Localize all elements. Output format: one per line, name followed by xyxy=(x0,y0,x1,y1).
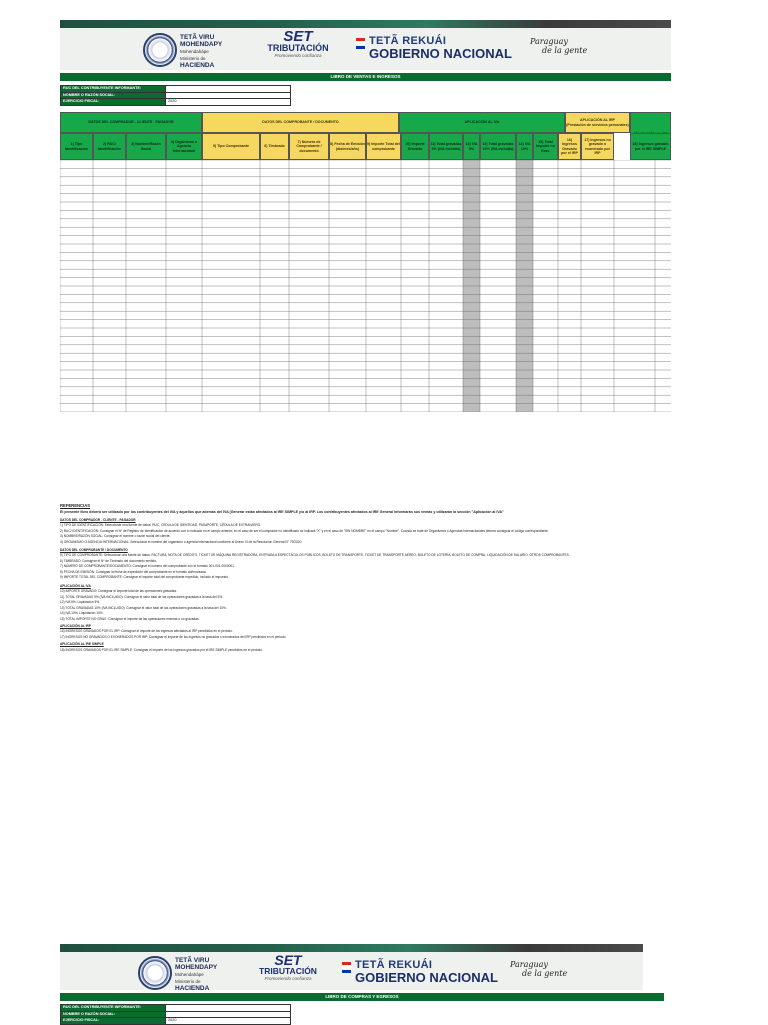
paraguay-slogan xyxy=(530,37,587,55)
column-header: 5) Tipo Comprobante xyxy=(202,133,260,160)
column-header: 14) IVA 10% xyxy=(516,133,533,160)
column-header: 12) IVA 5% xyxy=(463,133,480,160)
column-header: 3) Nombre/Razón Social xyxy=(126,133,166,160)
gobierno-logo-text xyxy=(355,960,498,984)
set-logo-name: TRIBUTACIÓN xyxy=(259,966,317,976)
sheet1-data-grid xyxy=(60,160,671,412)
slogan-line2: de la gente xyxy=(522,969,568,978)
info-label: RUC DEL CONTRIBUYENTE INFORMANTE: xyxy=(61,1005,166,1012)
ref-line: 4) ORGANISMO O AGENCIA INTERNACIONAL: Seleccionar el nombre del organismo o agencia internacional conforme al Anexo XI de la Resolución General N° 79/2020. xyxy=(60,539,303,544)
info-row xyxy=(61,1011,291,1018)
hacienda-logo-text xyxy=(180,34,222,69)
info-row xyxy=(61,86,291,93)
hacienda-line: Mohendahápe xyxy=(180,49,209,54)
set-logo xyxy=(258,30,338,58)
hacienda-line: Mohendahápe xyxy=(175,972,204,977)
set-logo xyxy=(248,954,328,981)
group-header-irp: APLICACIÓN AL IRP (Prestación de servicios personales) xyxy=(565,112,630,133)
hacienda-seal-icon xyxy=(138,956,172,990)
info-label: NOMBRE O RAZÓN SOCIAL: xyxy=(61,1011,166,1018)
references-heading: REFERENCIAS xyxy=(60,503,91,508)
ref-line: 13) TOTAL GRAVADAS 10% (IVA INCLUIDO): Consignar el valor total de las operaciones gravadas a la tasa del 10%. xyxy=(60,605,227,610)
ref-line: 10) IMPORTE GRAVADO: Consignar el importe total de las operaciones gravadas. xyxy=(60,589,177,594)
ref-section-title: DATOS DEL COMPRADOR - CLIENTE - PAGADOR xyxy=(60,517,136,522)
set-logo-name: TRIBUTACIÓN xyxy=(267,43,329,53)
group-header-iva: APLICACIÓN AL IVA xyxy=(399,112,565,133)
sheet1-info-table xyxy=(60,85,291,106)
ref-line: 14) IVA 10%: Liquidación 10%. xyxy=(60,611,104,616)
hacienda-logo-text xyxy=(175,957,217,992)
gobierno-line1: TETÃ REKUÁI xyxy=(369,35,447,47)
column-header: 16) Ingresos Gravado por el IRP xyxy=(558,133,581,160)
sheet2-title: LIBRO DE COMPRAS Y EGRESOS xyxy=(60,993,664,1001)
column-header: 2) RUC/ Identificación xyxy=(93,133,126,160)
hacienda-line: TETÃ VIRU xyxy=(175,957,210,964)
ref-line: 16) INGRESOS GRAVADOS POR EL IRP: Consignar el importe de los ingresos afectados al IRP percibidos en el periodo. xyxy=(60,629,233,634)
ref-section-title: DATOS DEL COMPROBANTE / DOCUMENTO xyxy=(60,547,128,552)
gobierno-line2: GOBIERNO NACIONAL xyxy=(369,46,512,61)
ref-line: 12) IVA 5%: Liquidación 5%. xyxy=(60,600,100,605)
gobierno-logo-text xyxy=(369,36,512,60)
hacienda-line: Ministerio de xyxy=(180,56,206,61)
column-header: 9) Importe Total del comprobante xyxy=(366,133,401,160)
info-row xyxy=(61,92,291,99)
hacienda-line: TETÃ VIRU xyxy=(180,34,215,41)
ref-line: 6) TIMBRADO: Consignar el Nº de Timbrado del documento emitido. xyxy=(60,558,157,563)
column-header: 18) Ingresos gravado por el IRE SIMPLE xyxy=(630,133,671,160)
hacienda-line: Ministerio de xyxy=(175,979,201,984)
header-stripe xyxy=(60,20,671,28)
hacienda-line: HACIENDA xyxy=(175,985,210,992)
hacienda-line: HACIENDA xyxy=(180,62,215,69)
set-logo-slogan: Promoviendo confianza xyxy=(274,53,322,58)
ref-line: 9) IMPORTE TOTAL DEL COMPROBANTE: Consignar el importe total del comprobante expedido, incluido el impuesto. xyxy=(60,575,229,580)
info-row xyxy=(61,1018,291,1025)
gobierno-line1: TETÃ REKUÁI xyxy=(355,959,433,971)
ref-line: 18) INGRESOS GRAVADOS POR EL IRE SIMPLE: Consignar el importe de los ingresos gravados por el IRE SIMPLE percibidos en el periodo. xyxy=(60,647,263,652)
column-header: 17) Ingresos no gravado o exonerado por IRP xyxy=(581,133,614,160)
ref-line: 15) TOTAL IMPORTE NO GRAV.: Consignar el importe de las operaciones exentas o no gravadas. xyxy=(60,616,200,621)
sheet1-grid xyxy=(60,112,671,412)
column-header: 6) Timbrado xyxy=(260,133,289,160)
ref-line: 1) TIPO DE IDENTIFICACIÓN: Seleccionar una fuente de datos: RUC, CÉDULA DE IDENTIDAD, PASAPORTE, CÉDULA DE EXTRANJERO. xyxy=(60,523,262,528)
group-header-buyer: DATOS DEL COMPRADOR - CLIENTE - PAGADOR xyxy=(60,112,202,133)
ruc-field[interactable] xyxy=(166,1005,291,1012)
ref-line: 11) TOTAL GRAVADAS 5% (IVA INCLUIDO): Consignar el valor total de las operaciones gravadas a la tasa del 5%. xyxy=(60,594,223,599)
ref-line: 17) INGRESOS NO GRAVADOS O EXONERADOS POR IRP: Consignar el importe de los ingresos no gravados o exonerados del IRP percibidos en el periodo. xyxy=(60,634,287,639)
sheet2-info-table xyxy=(60,1004,291,1025)
gobierno-line2: GOBIERNO NACIONAL xyxy=(355,970,498,985)
paraguay-slogan xyxy=(510,960,567,978)
set-logo-mark: SET xyxy=(274,952,302,968)
name-field[interactable] xyxy=(166,92,291,99)
references-section xyxy=(60,504,671,653)
slogan-line1: Paraguay xyxy=(510,960,548,969)
ref-line: 2) RUC/ IDENTIFICACIÓN: Consignar el Nº de Registro de Identificación de acuerdo con lo indicado en el campo anterior; en el caso de ser el comprador no identificado se indicará "X" y en el caso de "SIN NOMBRE" en el campo "Nombre". Cuando se trate de Organismos o Agencias Internacionales deberá consignar el código correspondiente. xyxy=(60,528,549,533)
column-header: 13) Total gravadas 10% (IVA incluido) xyxy=(480,133,516,160)
column-header: 4) Organismo o Agencia Internacional xyxy=(166,133,202,160)
ref-section-title: APLICACIÓN AL IRP xyxy=(60,623,91,628)
ref-line: 7) NÚMERO DE COMPROBANTE/DOCUMENTO: Consignar el número del comprobante con el formato 001-001-0000001. xyxy=(60,564,235,569)
references-intro: El presente libro deberá ser utilizado por los contribuyentes del IVA y aquellos que además del IVA (Generar están afectados al IRE SIMPLE y/o al IRP. Los contribuyentes afectados al IRE General informarán sus ventas y utilizarán la sección "Aplicación al IVA" xyxy=(60,509,504,514)
column-header: 1) Tipo Identificación xyxy=(60,133,93,160)
column-header: 7) Número de Comprobante / documento xyxy=(289,133,329,160)
column-header: 8) Fecha de Emisión (dia/mes/año) xyxy=(329,133,366,160)
gobierno-flag-icon xyxy=(342,962,351,973)
info-label: EJERCICIO FISCAL: xyxy=(61,99,166,106)
info-row xyxy=(61,1005,291,1012)
ref-line: 8) FECHA DE EMISIÓN: Consignar la fecha de expedición del comprobante en el formato dd/mm/aaaa. xyxy=(60,569,207,574)
info-label: RUC DEL CONTRIBUYENTE INFORMANTE: xyxy=(61,86,166,93)
ref-line: 3) NOMBRE/RAZÓN SOCIAL: Consignar el nombre o razón social del cliente. xyxy=(60,534,171,539)
info-label: NOMBRE O RAZÓN SOCIAL: xyxy=(61,92,166,99)
set-logo-mark: SET xyxy=(283,28,313,45)
slogan-line2: de la gente xyxy=(542,46,588,55)
ref-section-title: APLICACIÓN AL IRE SIMPLE xyxy=(60,642,104,647)
info-row xyxy=(61,99,291,106)
header-stripe-2 xyxy=(60,944,643,952)
info-label: EJERCICIO FISCAL: xyxy=(61,1018,166,1025)
column-header: 11) Total gravadas 5% (IVA incluido) xyxy=(429,133,463,160)
name-field[interactable] xyxy=(166,1011,291,1018)
hacienda-seal-icon xyxy=(143,33,177,67)
group-header-document: DATOS DEL COMPROBANTE / DOCUMENTO xyxy=(202,112,399,133)
hacienda-line: MOHENDAPY xyxy=(175,964,218,971)
set-logo-slogan: Promoviendo confianza xyxy=(264,976,312,981)
hacienda-line: MOHENDAPY xyxy=(180,41,223,48)
slogan-line1: Paraguay xyxy=(530,37,568,46)
ruc-field[interactable] xyxy=(166,86,291,93)
fiscal-year-field[interactable]: 2020 xyxy=(166,1018,291,1025)
gobierno-flag-icon xyxy=(356,38,365,49)
column-header: 15) Total Importe no Grav. xyxy=(533,133,558,160)
sheet1-title: LIBRO DE VENTAS E INGRESOS xyxy=(60,73,671,81)
column-header: 10) Importe Gravado xyxy=(401,133,429,160)
fiscal-year-field[interactable]: 2020 xyxy=(166,99,291,106)
ref-line: 5) TIPO DE COMPROBANTE: Seleccionar una fuente de datos: FACTURA, NOTA DE CRÉDITO, TICKET DE MÁQUINA REGISTRADORA, ENTRADA A ESPECTÁCULOS PÚBLICOS, BOLETO DE TRANSPORTE, TICKET DE TRANSPORTE AÉREO, BOLETO DE LOTERÍA, BOLETO DE COMPRA, LIQUIDACIÓN DE SALARIO, OTROS COMPROBANTES. xyxy=(60,553,570,558)
ref-section-title: APLICACIÓN AL IVA xyxy=(60,583,91,588)
